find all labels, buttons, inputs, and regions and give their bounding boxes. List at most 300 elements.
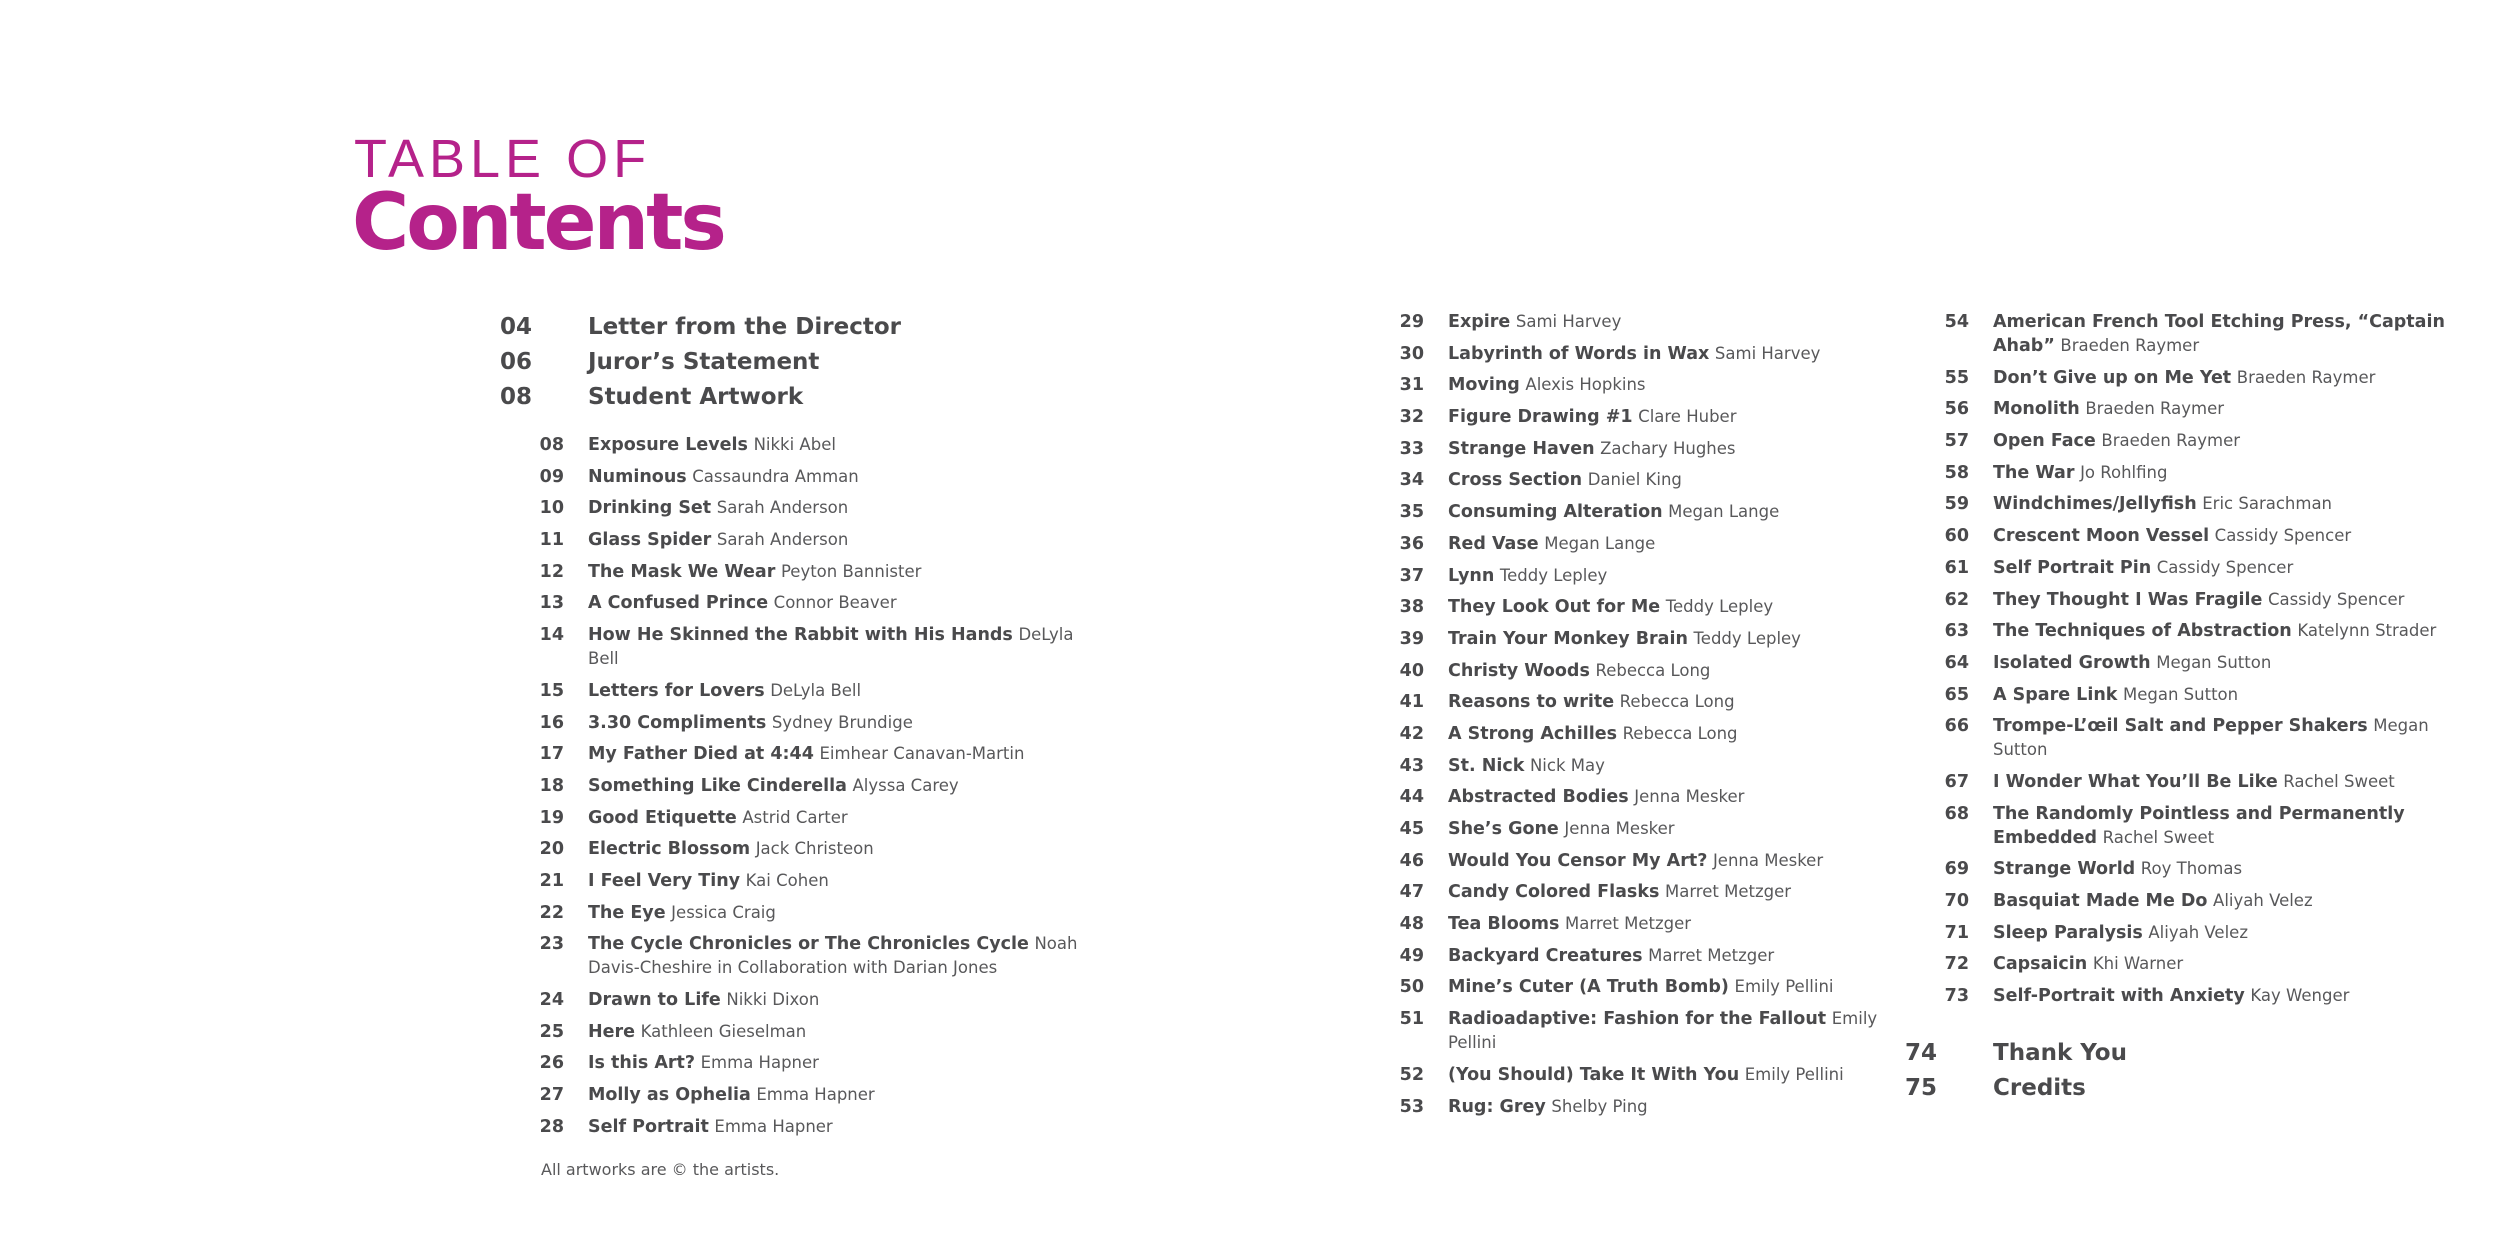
section-title: Juror’s Statement	[588, 349, 820, 375]
artwork-title: Reasons to write	[1448, 692, 1615, 713]
artwork-title: Basquiat Made Me Do	[1993, 891, 2208, 911]
page-number: 22	[539, 902, 564, 923]
artist-name: Jo Rohlfing	[2080, 462, 2168, 482]
entry-text	[1360, 975, 1880, 999]
artist-name: Zachary Hughes	[1600, 438, 1736, 458]
artwork-title: Consuming Alteration	[1448, 502, 1663, 523]
page-number: 51	[1399, 1009, 1424, 1030]
toc-entry[interactable]	[500, 742, 1100, 766]
artist-name: Braeden Raymer	[2060, 336, 2200, 355]
artwork-title: A Confused Prince	[588, 593, 769, 614]
toc-entry[interactable]	[500, 806, 1100, 830]
artist-name: Megan Sutton	[1993, 716, 2429, 760]
entry-text	[1360, 1095, 1880, 1119]
toc-entry[interactable]	[1360, 817, 1880, 841]
toc-entry[interactable]	[1360, 944, 1880, 968]
artwork-title: Candy Colored Flasks	[1448, 882, 1660, 903]
artist-name: Megan Lange	[1668, 502, 1780, 522]
artwork-title: Expire	[1448, 312, 1511, 332]
entry-text	[1360, 817, 1880, 841]
artwork-title: Cross Section	[1448, 470, 1583, 491]
page-number: 06	[500, 349, 533, 375]
page-number: 17	[539, 744, 564, 765]
toc-entry[interactable]	[500, 528, 1100, 552]
entry-text	[1905, 492, 2445, 516]
entry-text	[1905, 921, 2445, 945]
entry-text	[1905, 310, 2445, 358]
toc-column-2	[1360, 310, 1880, 1126]
page-number: 37	[1399, 565, 1424, 586]
artwork-title: Red Vase	[1448, 533, 1539, 554]
entry-text	[500, 1020, 1100, 1044]
page-number: 09	[539, 466, 564, 487]
toc-entry[interactable]	[1360, 1007, 1880, 1055]
toc-entry[interactable]	[500, 901, 1100, 925]
artwork-title: Don’t Give up on Me Yet	[1993, 367, 2232, 388]
artwork-title: The Cycle Chronicles or The Chronicles Cycle	[588, 934, 1029, 955]
artist-name: Peyton Bannister	[780, 561, 922, 581]
page-number: 47	[1399, 882, 1424, 903]
toc-entry[interactable]	[500, 711, 1100, 735]
major-section-link[interactable]	[500, 380, 1100, 415]
toc-entry[interactable]	[500, 433, 1100, 457]
entry-text	[500, 528, 1100, 552]
page-number: 61	[1944, 557, 1969, 578]
artwork-title: Strange Haven	[1448, 438, 1595, 459]
toc-entry[interactable]	[500, 774, 1100, 798]
page-title: Contents	[352, 178, 724, 268]
toc-entry[interactable]	[500, 560, 1100, 584]
artwork-title: Open Face	[1993, 431, 2096, 452]
artwork-title: St. Nick	[1448, 755, 1525, 776]
entry-text	[1905, 397, 2445, 421]
page-number: 48	[1399, 914, 1424, 935]
page-number: 65	[1944, 684, 1969, 705]
artwork-title: 3.30 Compliments	[588, 712, 767, 733]
page-number: 41	[1399, 692, 1424, 713]
artwork-title: Rug: Grey	[1448, 1096, 1546, 1117]
toc-entry[interactable]	[1905, 651, 2445, 675]
toc-entry[interactable]	[1905, 397, 2445, 421]
artwork-title: The Techniques of Abstraction	[1993, 621, 2292, 642]
section-title: Letter from the Director	[588, 314, 901, 340]
artist-name: Aliyah Velez	[2148, 922, 2248, 942]
entry-text	[1360, 564, 1880, 588]
artwork-title: How He Skinned the Rabbit with His Hands	[588, 625, 1013, 646]
artwork-title: Drinking Set	[588, 498, 712, 519]
page-number: 58	[1944, 462, 1969, 483]
page-number: 08	[539, 435, 564, 455]
major-section-link[interactable]	[500, 345, 1100, 380]
major-sections	[1905, 1036, 2445, 1106]
artwork-title: I Feel Very Tiny	[588, 870, 741, 891]
toc-entry[interactable]	[1360, 468, 1880, 492]
toc-entry[interactable]	[500, 1051, 1100, 1075]
page-number: 67	[1944, 771, 1969, 792]
artwork-title: Strange World	[1993, 859, 2136, 880]
artwork-title: Molly as Ophelia	[588, 1085, 751, 1106]
page-number: 11	[539, 530, 564, 551]
artist-name: Sarah Anderson	[716, 498, 849, 518]
artist-name: Teddy Lepley	[1693, 628, 1801, 648]
artist-name: Marret Metzger	[1664, 882, 1792, 902]
artwork-title: I Wonder What You’ll Be Like	[1993, 771, 2278, 792]
toc-entry[interactable]	[1905, 770, 2445, 794]
page-number: 45	[1399, 819, 1424, 839]
entry-text	[500, 806, 1100, 830]
page-number: 27	[539, 1085, 564, 1106]
toc-entry[interactable]	[1905, 310, 2445, 358]
toc-entry[interactable]	[1360, 880, 1880, 904]
toc-entry[interactable]	[500, 1083, 1100, 1107]
toc-entry[interactable]	[1360, 754, 1880, 778]
page-number: 42	[1399, 723, 1424, 744]
toc-entry[interactable]	[1360, 722, 1880, 746]
page-number: 69	[1944, 859, 1969, 880]
artist-name: Connor Beaver	[773, 593, 897, 613]
artist-name: Kai Cohen	[745, 870, 829, 890]
entry-text	[500, 591, 1100, 615]
toc-entry[interactable]	[500, 496, 1100, 520]
artwork-title: Letters for Lovers	[588, 680, 765, 701]
toc-entry[interactable]	[1905, 952, 2445, 976]
artwork-title: Windchimes/Jellyfish	[1993, 494, 2197, 515]
entry-text	[500, 1083, 1100, 1107]
artist-name: Aliyah Velez	[2213, 891, 2313, 910]
artwork-title: Numinous	[588, 466, 687, 487]
page-number: 52	[1399, 1064, 1424, 1085]
artist-name: Sarah Anderson	[716, 530, 849, 550]
major-sections	[500, 310, 1100, 415]
artist-name: Emma Hapner	[700, 1053, 819, 1073]
entry-text	[1905, 556, 2445, 580]
page-number: 32	[1399, 407, 1424, 428]
page-number: 12	[539, 561, 564, 582]
page-number: 60	[1944, 526, 1969, 547]
artist-name: Megan Lange	[1544, 533, 1656, 553]
title-eyebrow: TABLE OF	[354, 129, 652, 189]
toc-entry[interactable]	[1360, 532, 1880, 556]
entry-text	[1360, 437, 1880, 461]
toc-entry[interactable]	[1360, 975, 1880, 999]
toc-column-1	[500, 310, 1100, 1146]
toc-entry[interactable]	[500, 932, 1100, 980]
artist-name: Rebecca Long	[1622, 723, 1738, 743]
toc-entry[interactable]	[500, 465, 1100, 489]
artwork-title: Is this Art?	[588, 1053, 696, 1074]
artwork-title: Self Portrait	[588, 1116, 709, 1137]
artist-name: Jenna Mesker	[1712, 850, 1824, 870]
toc-entry[interactable]	[1905, 461, 2445, 485]
entry-text	[1905, 889, 2445, 913]
entry-text	[500, 932, 1100, 980]
page-number: 63	[1944, 621, 1969, 642]
artist-name: Cassidy Spencer	[2156, 557, 2294, 577]
artist-name: Astrid Carter	[742, 807, 848, 827]
entry-text	[1360, 405, 1880, 429]
artist-name: Daniel King	[1587, 470, 1682, 490]
artwork-title: The War	[1993, 462, 2075, 483]
artwork-title: Mine’s Cuter (A Truth Bomb)	[1448, 977, 1729, 998]
page-number: 29	[1399, 312, 1424, 332]
page-number: 70	[1944, 891, 1969, 911]
page-number: 75	[1905, 1075, 1938, 1102]
artist-name: Roy Thomas	[2140, 859, 2243, 879]
artwork-title: Isolated Growth	[1993, 652, 2151, 673]
entry-text	[1360, 310, 1880, 334]
page-number: 14	[539, 625, 564, 646]
artist-name: Rebecca Long	[1619, 692, 1735, 712]
artist-name: Braeden Raymer	[2101, 431, 2241, 451]
toc-entry[interactable]	[1905, 619, 2445, 643]
entry-text	[1905, 619, 2445, 643]
artist-name: Teddy Lepley	[1499, 565, 1608, 585]
toc-entry[interactable]	[1905, 714, 2445, 762]
entry-text	[1360, 1007, 1880, 1055]
entry-text	[1360, 690, 1880, 714]
toc-entry[interactable]	[500, 679, 1100, 703]
artist-name: Braeden Raymer	[2236, 367, 2376, 387]
toc-entry[interactable]	[1360, 785, 1880, 809]
major-section-link[interactable]	[500, 310, 1100, 345]
entry-text	[1360, 722, 1880, 746]
entry-text	[1905, 461, 2445, 485]
page-number: 26	[539, 1053, 564, 1074]
section-title: Thank You	[1993, 1040, 2127, 1067]
toc-entry[interactable]	[1360, 595, 1880, 619]
toc-entry[interactable]	[1905, 492, 2445, 516]
page-number: 64	[1944, 652, 1969, 673]
page-number: 74	[1905, 1040, 1938, 1067]
artist-name: Katelynn Strader	[2297, 621, 2437, 641]
page-number: 73	[1944, 986, 1969, 1007]
page-number: 62	[1944, 589, 1969, 610]
toc-entry[interactable]	[1360, 310, 1880, 334]
page-number: 57	[1944, 431, 1969, 452]
toc-entry[interactable]	[500, 869, 1100, 893]
entry-text	[1905, 952, 2445, 976]
entry-text	[1905, 683, 2445, 707]
page-number: 16	[539, 712, 564, 733]
entry-text	[1905, 802, 2445, 850]
page-number: 46	[1399, 850, 1424, 871]
toc-column-3	[1905, 310, 2445, 1106]
toc-entry[interactable]	[1360, 405, 1880, 429]
toc-entry[interactable]	[1360, 500, 1880, 524]
page-number: 55	[1944, 367, 1969, 388]
section-title: Credits	[1993, 1075, 2086, 1102]
artwork-title: Figure Drawing #1	[1448, 407, 1633, 428]
artist-name: Sydney Brundige	[771, 712, 913, 732]
page-number: 71	[1944, 922, 1969, 943]
toc-entry[interactable]	[1360, 1095, 1880, 1119]
major-section-link[interactable]	[1905, 1071, 2445, 1106]
page-number: 56	[1944, 399, 1969, 420]
toc-entry[interactable]	[1905, 556, 2445, 580]
artist-name: Rachel Sweet	[2102, 827, 2215, 847]
artwork-title: She’s Gone	[1448, 819, 1559, 839]
toc-entry[interactable]	[1905, 366, 2445, 390]
artwork-title: Something Like Cinderella	[588, 775, 847, 796]
toc-entry[interactable]	[500, 1020, 1100, 1044]
artist-name: Jessica Craig	[671, 902, 776, 922]
entry-text	[500, 679, 1100, 703]
artist-name: Jenna Mesker	[1634, 787, 1745, 807]
artwork-title: The Randomly Pointless and Permanently Embedded	[1993, 803, 2405, 848]
page-number: 72	[1944, 954, 1969, 975]
page-number: 23	[539, 934, 564, 955]
artwork-title: Crescent Moon Vessel	[1993, 526, 2210, 547]
entry-text	[500, 869, 1100, 893]
page-number: 53	[1399, 1096, 1424, 1117]
toc-entry[interactable]	[1905, 524, 2445, 548]
artist-name: Marret Metzger	[1648, 945, 1775, 965]
artwork-list	[1360, 310, 1880, 1119]
section-title: Student Artwork	[588, 384, 804, 410]
toc-entry[interactable]	[1905, 588, 2445, 612]
toc-entry[interactable]	[1360, 849, 1880, 873]
artist-name: Khi Warner	[2092, 954, 2184, 974]
toc-entry[interactable]	[1360, 690, 1880, 714]
artist-name: Cassidy Spencer	[2267, 589, 2405, 609]
artwork-title: Glass Spider	[588, 530, 712, 551]
artwork-title: Would You Censor My Art?	[1448, 850, 1708, 871]
copyright-note: All artworks are © the artists.	[541, 1160, 780, 1179]
page-number: 43	[1399, 755, 1424, 776]
toc-entry[interactable]	[1360, 627, 1880, 651]
entry-text	[500, 901, 1100, 925]
page-number: 28	[539, 1116, 564, 1137]
entry-text	[500, 496, 1100, 520]
artwork-title: A Strong Achilles	[1448, 723, 1617, 744]
toc-entry[interactable]	[1360, 912, 1880, 936]
toc-entry[interactable]	[1360, 1063, 1880, 1087]
toc-entry[interactable]	[1905, 921, 2445, 945]
toc-entry[interactable]	[500, 837, 1100, 861]
entry-text	[500, 837, 1100, 861]
entry-text	[500, 988, 1100, 1012]
artist-name: Nikki Dixon	[726, 990, 820, 1009]
page-number: 18	[539, 775, 564, 796]
artwork-title: My Father Died at 4:44	[588, 744, 814, 765]
entry-text	[1905, 366, 2445, 390]
artist-name: Braeden Raymer	[2085, 399, 2225, 419]
toc-entry[interactable]	[500, 988, 1100, 1012]
entry-text	[1905, 770, 2445, 794]
entry-text	[1360, 500, 1880, 524]
artist-name: Clare Huber	[1638, 407, 1737, 427]
artwork-title: Abstracted Bodies	[1448, 787, 1629, 808]
toc-entry[interactable]	[500, 1115, 1100, 1139]
artist-name: DeLyla Bell	[588, 625, 1074, 669]
page-number: 24	[539, 990, 564, 1010]
artwork-title: Self-Portrait with Anxiety	[1993, 986, 2245, 1007]
artwork-title: The Mask We Wear	[588, 561, 776, 582]
artist-name: DeLyla Bell	[770, 680, 862, 700]
entry-text	[500, 1051, 1100, 1075]
artist-name: Kay Wenger	[2250, 986, 2350, 1006]
artwork-title: Train Your Monkey Brain	[1448, 628, 1688, 649]
page-number: 33	[1399, 438, 1424, 459]
entry-text	[1905, 651, 2445, 675]
entry-text	[1360, 944, 1880, 968]
artist-name: Eric Sarachman	[2202, 494, 2333, 514]
page-number: 25	[539, 1021, 564, 1042]
toc-entry[interactable]	[1905, 984, 2445, 1008]
artwork-title: Lynn	[1448, 565, 1495, 586]
artist-name: Megan Sutton	[2156, 652, 2272, 672]
entry-text	[1360, 373, 1880, 397]
page-number: 10	[539, 498, 564, 519]
artist-name: Marret Metzger	[1565, 914, 1692, 934]
toc-entry[interactable]	[1905, 857, 2445, 881]
page-number: 59	[1944, 494, 1969, 515]
page-number: 66	[1944, 716, 1969, 737]
entry-text	[1905, 429, 2445, 453]
page-number: 50	[1399, 977, 1424, 998]
artwork-title: Monolith	[1993, 399, 2080, 420]
toc-entry[interactable]	[1360, 342, 1880, 366]
entry-text	[1905, 714, 2445, 762]
artist-name: Emily Pellini	[1744, 1064, 1844, 1084]
artist-name: Teddy Lepley	[1665, 597, 1774, 617]
artwork-title: Here	[588, 1021, 636, 1042]
page-number: 08	[500, 384, 533, 410]
artist-name: Megan Sutton	[2123, 684, 2239, 704]
entry-text	[1360, 595, 1880, 619]
entry-text	[1360, 754, 1880, 778]
toc-entry[interactable]	[1905, 683, 2445, 707]
artist-name: Jack Christeon	[755, 839, 874, 859]
artwork-title: Radioadaptive: Fashion for the Fallout	[1448, 1009, 1827, 1030]
artwork-title: Self Portrait Pin	[1993, 557, 2152, 578]
entry-text	[1360, 785, 1880, 809]
artwork-list	[500, 433, 1100, 1139]
entry-text	[1905, 588, 2445, 612]
toc-entry[interactable]	[1905, 802, 2445, 850]
entry-text	[500, 433, 1100, 457]
artist-name: Sami Harvey	[1515, 312, 1622, 331]
toc-entry[interactable]	[1905, 889, 2445, 913]
artist-name: Emily Pellini	[1448, 1009, 1878, 1053]
page-number: 38	[1399, 597, 1424, 618]
artwork-title: Exposure Levels	[588, 435, 748, 455]
artwork-title: (You Should) Take It With You	[1448, 1064, 1740, 1085]
toc-entry[interactable]	[1360, 373, 1880, 397]
major-section-link[interactable]	[1905, 1036, 2445, 1071]
toc-entry[interactable]	[500, 591, 1100, 615]
artist-name: Alyssa Carey	[852, 775, 959, 795]
entry-text	[1360, 1063, 1880, 1087]
toc-entry[interactable]	[1905, 429, 2445, 453]
artist-name: Cassidy Spencer	[2214, 526, 2352, 546]
artwork-title: Moving	[1448, 375, 1520, 396]
toc-entry[interactable]	[1360, 659, 1880, 683]
entry-text	[1360, 342, 1880, 366]
entry-text	[1905, 984, 2445, 1008]
entry-text	[500, 711, 1100, 735]
page-number: 31	[1399, 375, 1424, 396]
entry-text	[1360, 880, 1880, 904]
artist-name: Nikki Abel	[753, 435, 836, 454]
artist-name: Emma Hapner	[714, 1116, 833, 1136]
page-number: 68	[1944, 803, 1969, 824]
toc-entry[interactable]	[1360, 564, 1880, 588]
toc-entry[interactable]	[500, 623, 1100, 671]
entry-text	[1905, 524, 2445, 548]
entry-text	[1360, 912, 1880, 936]
toc-entry[interactable]	[1360, 437, 1880, 461]
